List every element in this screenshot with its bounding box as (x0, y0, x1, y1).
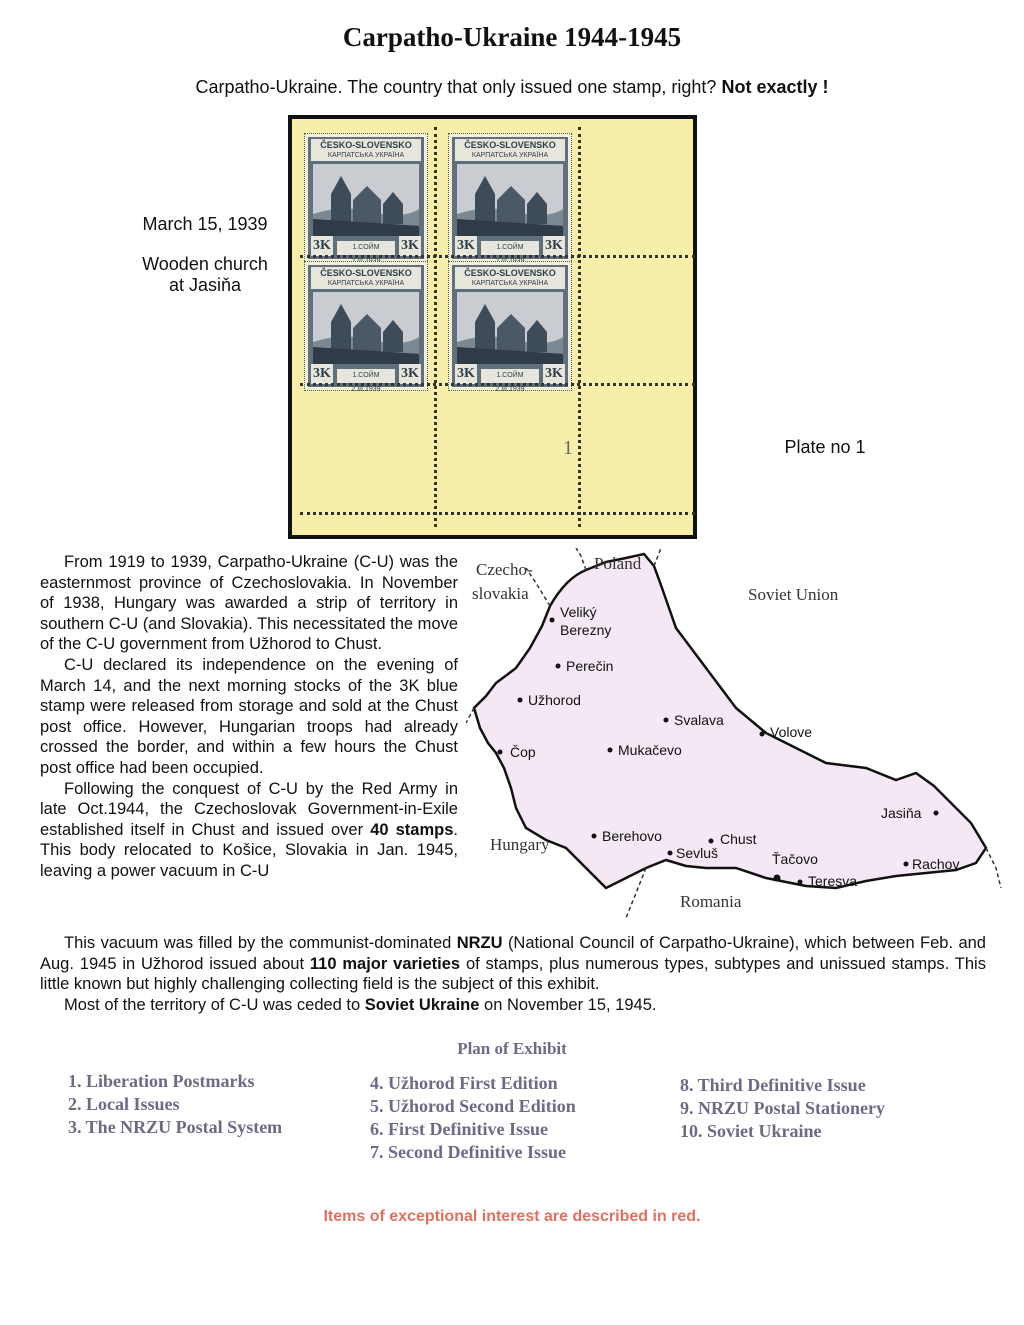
stamp-sheet-image (288, 115, 697, 539)
plan-column-2 (370, 1072, 576, 1164)
narrative-full-width (40, 933, 986, 1015)
narrative-p4-nrzu: NRZU (456, 934, 503, 952)
narrative-p4-text: This vacuum was filled by the communist-dominated (64, 934, 452, 952)
perforation (300, 255, 695, 258)
city-tacovo: Ťačovo (772, 851, 818, 867)
stamp-date: March 15, 1939 (142, 214, 268, 234)
perforation (578, 127, 581, 527)
subtitle-text: Carpatho-Ukraine. The country that only issued one stamp, right? (195, 77, 717, 97)
narrative-p4-emphasis: 110 major varieties (309, 954, 461, 973)
map-label-czechoslovakia-2: slovakia (472, 584, 529, 603)
plan-title: Plan of Exhibit (457, 1039, 567, 1058)
city-perecin: Perečin (566, 658, 614, 674)
plan-item: 6. First Definitive Issue (370, 1119, 548, 1139)
stamp-header: ČESKO-SLOVENSKO (455, 267, 565, 279)
stamp-header-cyrillic: КАРПАТСЬКА УКРАЇНА (311, 151, 421, 161)
narrative-p3-tail: . This body relocated to Košice, Slovakia in Jan. 1945, leaving a power vacuum in C-U (40, 820, 458, 880)
stamp-value-right: 3K (399, 364, 421, 384)
narrative-paragraph-5 (40, 995, 986, 1016)
narrative-column (40, 552, 458, 882)
city-berehovo: Berehovo (602, 828, 662, 844)
stamp-caption (130, 214, 280, 296)
city-svalava: Svalava (674, 712, 724, 728)
stamp-footer: 1.СОЙМ (481, 241, 539, 255)
stamp-desc-line1: Wooden church (142, 254, 268, 274)
narrative-p5-emphasis: Soviet Ukraine (364, 995, 480, 1014)
plan-item: 7. Second Definitive Issue (370, 1142, 567, 1162)
plan-item: 3. The NRZU Postal System (68, 1117, 283, 1137)
plan-item: 2. Local Issues (68, 1094, 180, 1114)
stamp (448, 133, 572, 263)
stamp-header-cyrillic: КАРПАТСЬКА УКРАЇНА (455, 279, 565, 289)
carpatho-ukraine-map (466, 548, 1006, 928)
map-label-romania: Romania (680, 892, 742, 911)
plan-item: 8. Third Definitive Issue (680, 1075, 866, 1095)
church-illustration (457, 292, 563, 364)
church-illustration (313, 292, 419, 364)
church-illustration (313, 164, 419, 236)
narrative-p5-text: Most of the territory of C-U was ceded to (64, 995, 361, 1014)
narrative-paragraph-4 (40, 933, 986, 995)
perforation (300, 512, 695, 515)
stamp-header-cyrillic: КАРПАТСЬКА УКРАЇНА (455, 151, 565, 161)
narrative-paragraph-1: From 1919 to 1939, Carpatho-Ukraine (C-U) was the easternmost province of Czechoslovakia. In November of 1938, Hungary was awarded a strip of territory in southern C-U (and Slovakia). This necessitated the move of the C-U government from Užhorod to Chust. (40, 553, 458, 654)
stamp-value-right: 3K (543, 364, 565, 384)
stamp-header: ČESKO-SLOVENSKO (455, 139, 565, 151)
stamp-footer: 1.СОЙМ (337, 241, 395, 255)
stamp-value-right: 3K (543, 236, 565, 256)
map-label-czechoslovakia: Czecho- (476, 560, 533, 579)
perforation (434, 127, 437, 527)
stamp-header: ČESKO-SLOVENSKO (311, 267, 421, 279)
city-chust: Chust (720, 831, 757, 847)
narrative-p4-mid: (National Council of Carpatho-Ukraine), which between Feb. and Aug. 1945 in Užhorod issued about (40, 934, 986, 973)
narrative-paragraph-3 (40, 779, 458, 882)
narrative-paragraph-2: C-U declared its independence on the evening of March 14, and the next morning stocks of the 3K blue stamp were released from storage and sold at the Chust post office. However, Hungarian troops had already crossed the border, and within a few hours the Chust post office had been occupied. (40, 655, 458, 777)
city-teresva: Teresva (808, 873, 858, 889)
plan-item: 9. NRZU Postal Stationery (680, 1098, 885, 1118)
city-velky-berezny-2: Berezny (560, 622, 612, 638)
plan-column-3 (680, 1074, 885, 1143)
city-mukacevo: Mukačevo (618, 742, 682, 758)
stamp-footer: 1.СОЙМ 2.III.1939 (481, 369, 539, 383)
stamp (304, 133, 428, 263)
stamp (448, 261, 572, 391)
stamp-value-left: 3K (311, 364, 333, 384)
plan-item: 4. Užhorod First Edition (370, 1073, 558, 1093)
narrative-p3-text: Following the conquest of C-U by the Red Army in late Oct.1944, the Czechoslovak Government-in-Exile established itself in Chust and issued over (40, 779, 458, 839)
subtitle-emphasis: Not exactly ! (721, 77, 829, 97)
city-jasina: Jasiňa (881, 805, 922, 821)
stamp-desc-line2: at Jasiňa (168, 275, 242, 295)
plan-column-1 (68, 1070, 282, 1139)
city-rachov: Rachov (912, 856, 960, 872)
city-uzhorod: Užhorod (528, 692, 581, 708)
stamp-footer: 1.СОЙМ 2.III.1939 (337, 369, 395, 383)
narrative-p5-tail: on November 15, 1945. (484, 995, 657, 1014)
church-illustration (457, 164, 563, 236)
narrative-p4-tail: of stamps, plus numerous types, subtypes and unissued stamps. This little known but highly challenging collecting field is the subject of this exhibit. (40, 954, 986, 994)
narrative-p3-emphasis: 40 stamps (370, 820, 454, 839)
city-volove: Volove (770, 724, 813, 740)
stamp-value-right: 3K (399, 236, 421, 256)
city-velky-berezny-1: Veliký (560, 604, 597, 620)
plan-item: 5. Užhorod Second Edition (370, 1096, 576, 1116)
plan-item: 10. Soviet Ukraine (680, 1121, 822, 1141)
plate-number: 1 (563, 437, 573, 459)
map-label-hungary: Hungary (490, 835, 550, 854)
footer-note: Items of exceptional interest are described in red. (323, 1208, 701, 1225)
stamp-header-cyrillic: КАРПАТСЬКА УКРАЇНА (311, 279, 421, 289)
stamp-value-left: 3K (455, 364, 477, 384)
city-cop: Čop (510, 744, 536, 760)
stamp-value-left: 3K (311, 236, 333, 256)
map-label-soviet-union: Soviet Union (748, 585, 839, 604)
map-label-poland: Poland (594, 554, 642, 573)
subtitle (0, 77, 1024, 98)
stamp (304, 261, 428, 391)
city-sevlus: Sevluš (676, 845, 719, 861)
perforation (300, 383, 695, 386)
plan-item: 1. Liberation Postmarks (68, 1071, 255, 1091)
plate-caption: Plate no 1 (784, 437, 866, 457)
page-title: Carpatho-Ukraine 1944-1945 (342, 22, 682, 52)
stamp-value-left: 3K (455, 236, 477, 256)
stamp-header: ČESKO-SLOVENSKO (311, 139, 421, 151)
